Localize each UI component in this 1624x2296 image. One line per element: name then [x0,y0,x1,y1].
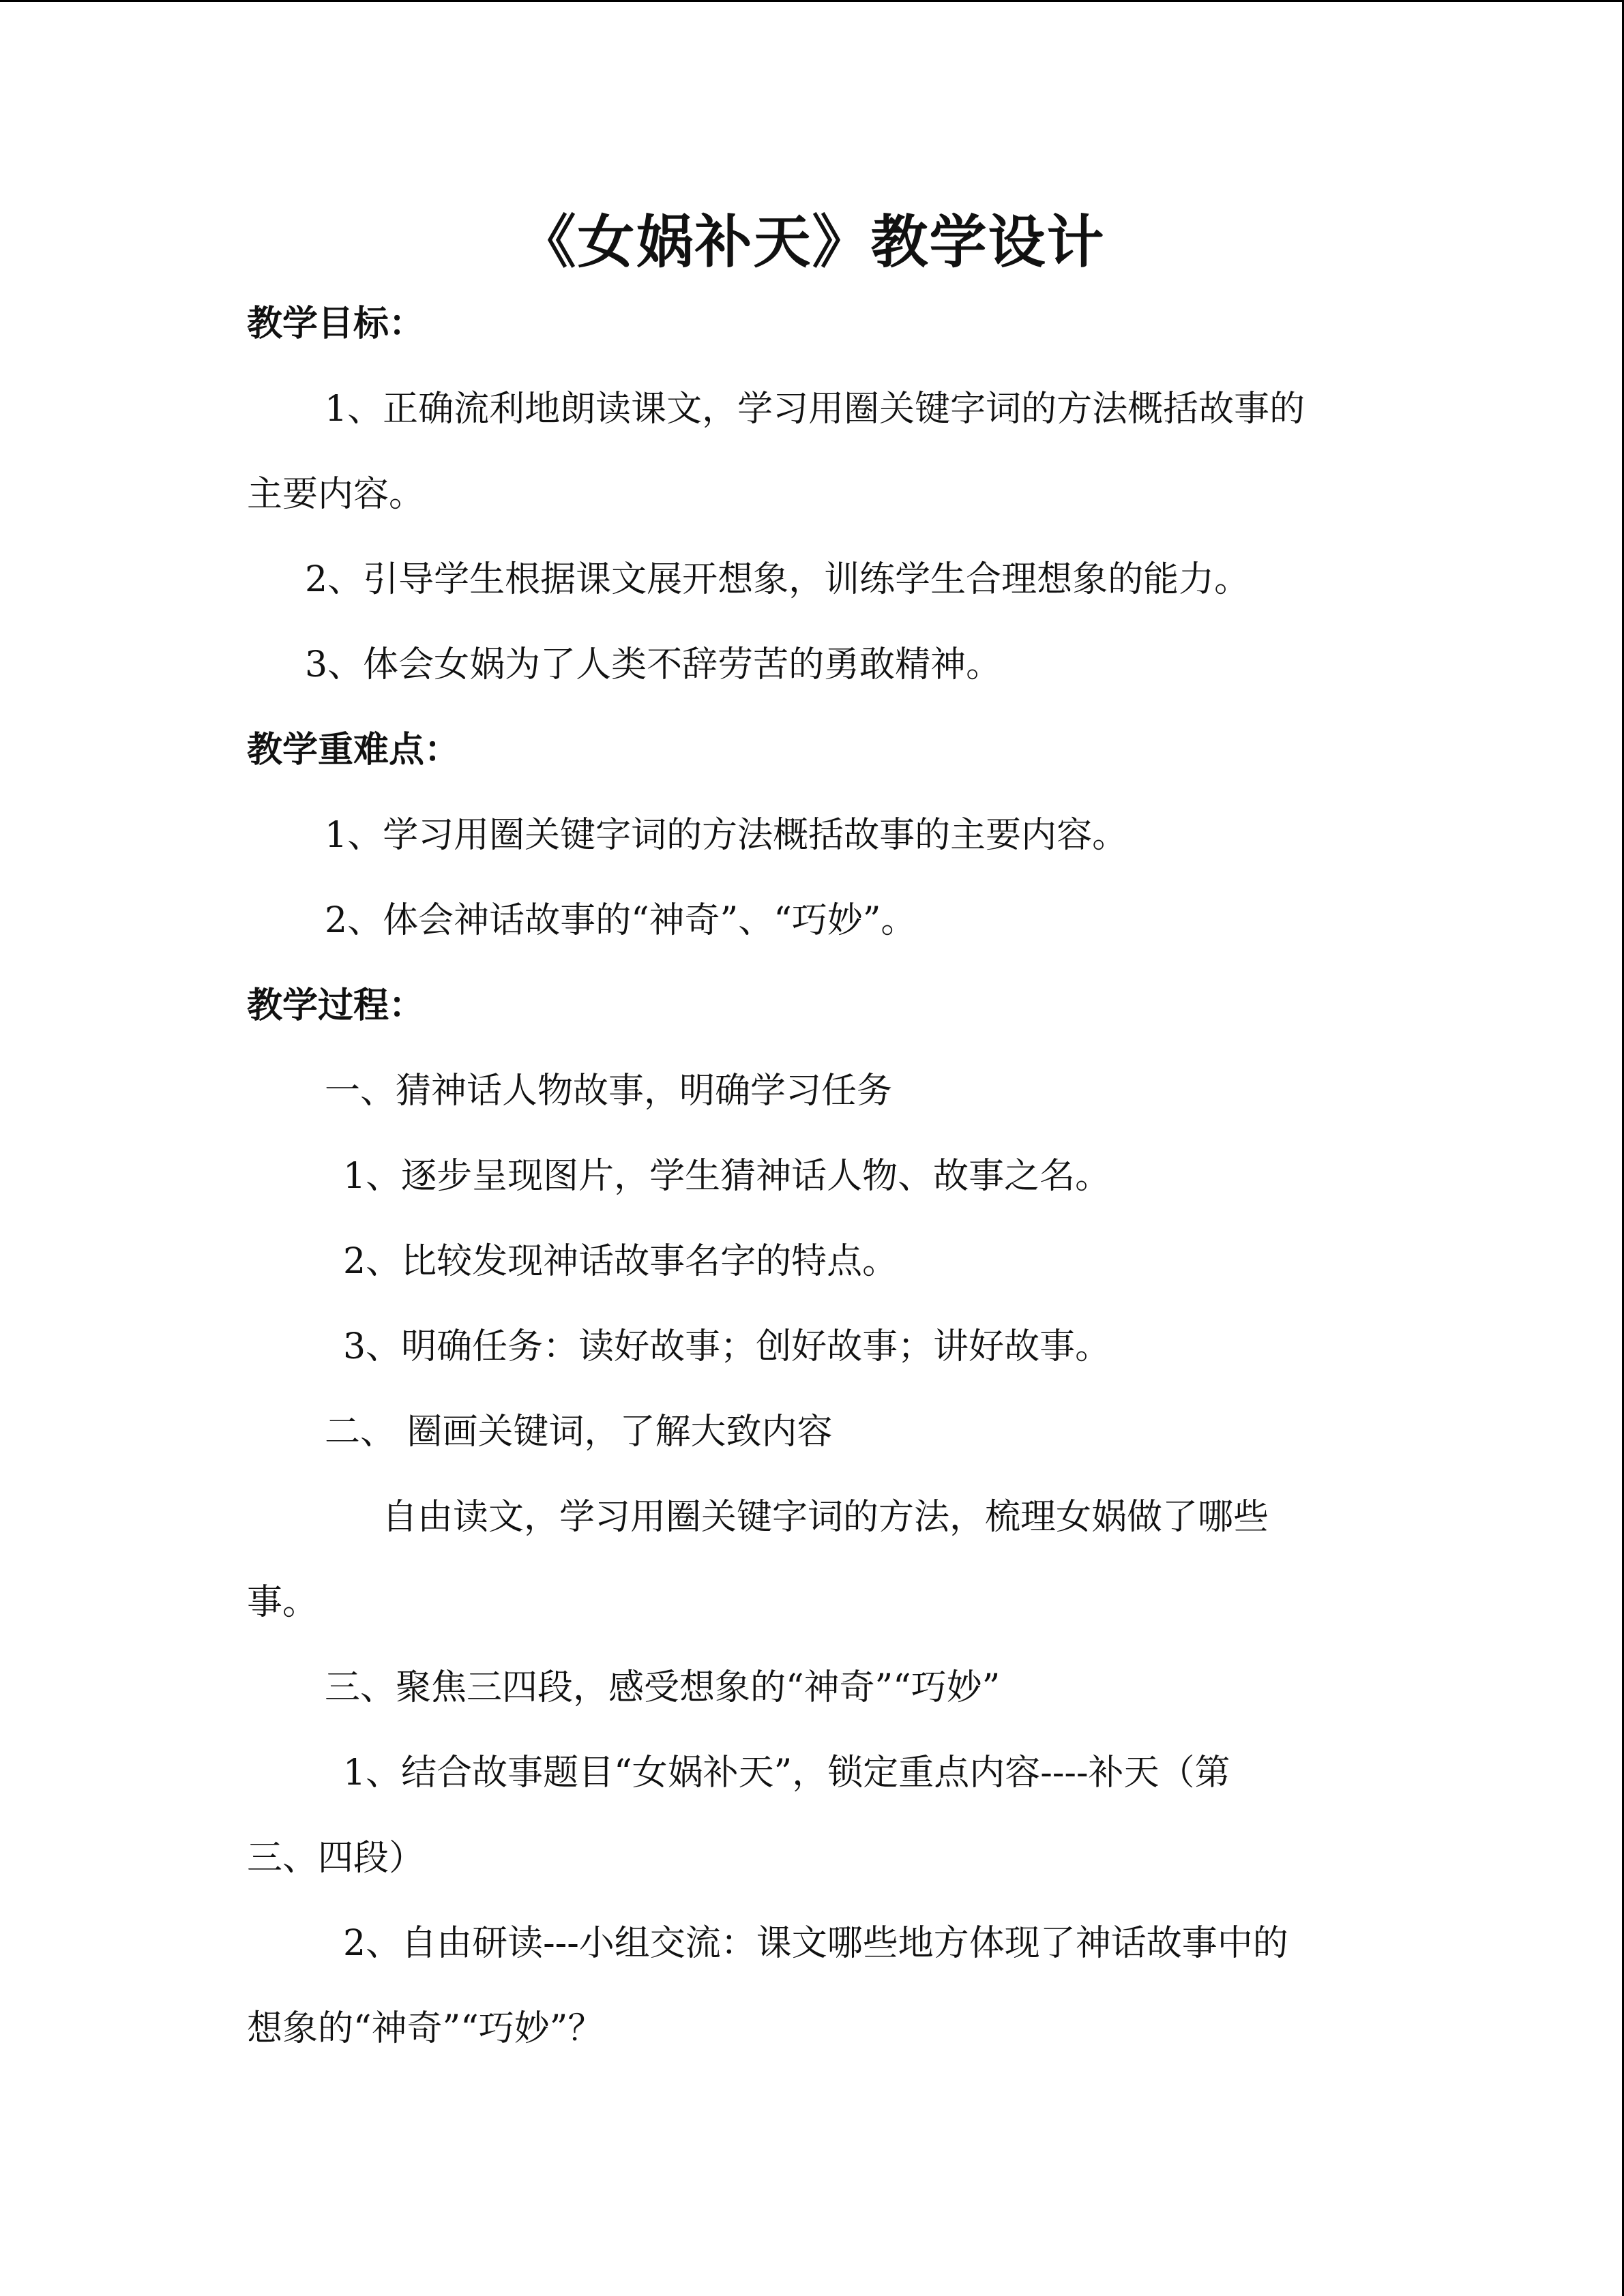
process-2-line-1: 自由读文，学习用圈关键字词的方法，梳理女娲做了哪些 [382,1497,1269,1538]
goal-1-line-1: 1、正确流利地朗读课文，学习用圈关键字词的方法概括故事的 [325,389,1305,430]
process-1-step-3: 3、明确任务：读好故事；创好故事；讲好故事。 [343,1326,1111,1367]
goal-1-line-2: 主要内容。 [247,474,425,515]
process-3-step-2-line-1: 2、自由研读---小组交流：课文哪些地方体现了神话故事中的 [343,1923,1288,1964]
goal-3: 3、体会女娲为了人类不辞劳苦的勇敢精神。 [305,644,1002,685]
process-1-step-1: 1、逐步呈现图片，学生猜神话人物、故事之名。 [343,1156,1111,1197]
key-point-1: 1、学习用圈关键字词的方法概括故事的主要内容。 [325,815,1128,856]
heading-key-points: 教学重难点： [247,729,460,771]
process-section-3: 三、聚焦三四段，感受想象的“神奇”“巧妙” [325,1667,1001,1708]
heading-teaching-goals: 教学目标： [247,303,425,344]
process-2-line-2: 事。 [247,1582,319,1623]
document-title: 《女娲补天》教学设计 [518,208,1106,275]
process-1-step-2: 2、比较发现神话故事名字的特点。 [343,1241,898,1282]
process-3-step-1-line-1: 1、结合故事题目“女娲补天”，锁定重点内容----补天（第 [343,1753,1230,1793]
process-section-2: 二、 圈画关键词，了解大致内容 [325,1412,833,1452]
goal-2: 2、引导学生根据课文展开想象，训练学生合理想象的能力。 [305,559,1250,600]
process-section-1: 一、猜神话人物故事，明确学习任务 [325,1071,893,1112]
process-3-step-2-line-2: 想象的“神奇”“巧妙”？ [247,2008,604,2049]
process-3-step-1-line-2: 三、四段） [247,1838,425,1879]
heading-teaching-process: 教学过程： [247,985,425,1026]
key-point-2: 2、体会神话故事的“神奇”、“巧妙”。 [325,900,917,941]
